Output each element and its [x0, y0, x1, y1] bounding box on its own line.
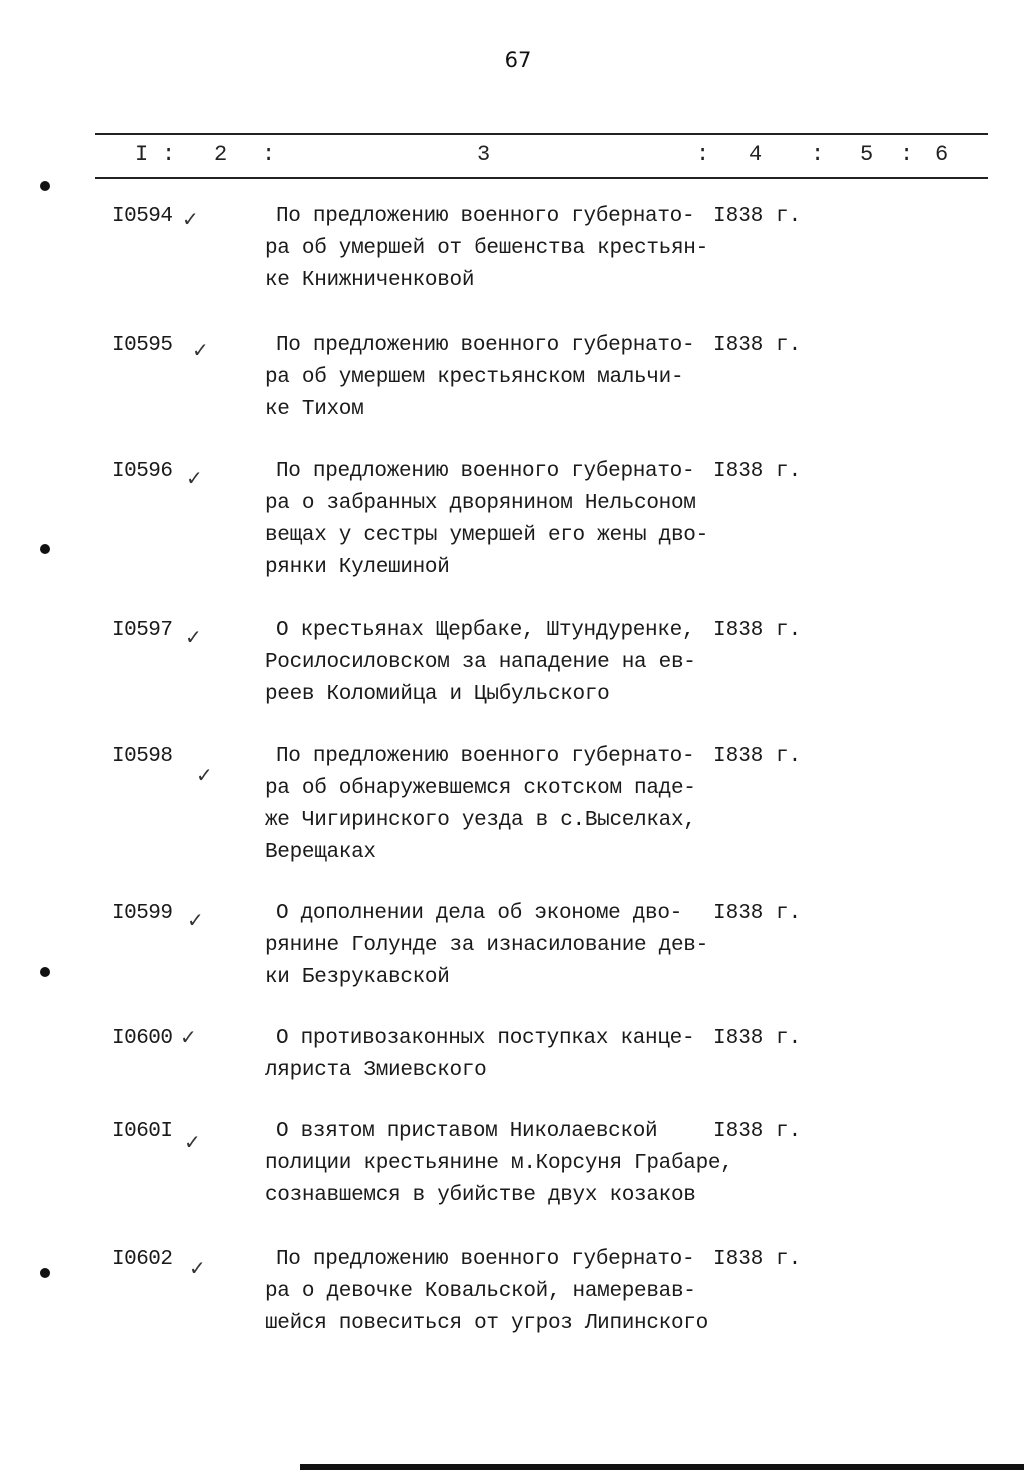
- entry-year: I838 г.: [713, 1120, 802, 1143]
- check-mark-icon: ✓: [192, 338, 209, 362]
- check-mark-icon: ✓: [189, 1256, 206, 1280]
- entry-year: I838 г.: [713, 1248, 802, 1271]
- binding-hole-mark: [40, 967, 50, 977]
- check-mark-icon: ✓: [182, 207, 199, 231]
- entry-number: I0596: [112, 460, 173, 483]
- entry-title-line: ке Книжниченковой: [265, 269, 475, 292]
- entry-title-line: По предложению военного губернато-: [276, 334, 695, 357]
- check-mark-icon: ✓: [187, 908, 204, 932]
- entry-title-line: По предложению военного губернато-: [276, 745, 695, 768]
- entry-title-line: ке Тихом: [265, 398, 364, 421]
- column-header-5: 5: [860, 142, 874, 167]
- footer-rule: [300, 1464, 1024, 1470]
- entry-title-line: О взятом приставом Николаевской: [276, 1120, 658, 1143]
- check-mark-icon: ✓: [185, 625, 202, 649]
- entry-year: I838 г.: [713, 902, 802, 925]
- entry-year: I838 г.: [713, 1027, 802, 1050]
- entry-title-line: По предложению военного губернато-: [276, 460, 695, 483]
- entry-number: I0598: [112, 745, 173, 768]
- entry-number: I0599: [112, 902, 173, 925]
- column-separator: :: [811, 142, 825, 167]
- entry-title-line: ляриста Змиевского: [265, 1059, 487, 1082]
- column-separator: :: [162, 142, 176, 167]
- entry-title-line: вещах у сестры умершей его жены дво-: [265, 524, 708, 547]
- entry-year: I838 г.: [713, 205, 802, 228]
- check-mark-icon: ✓: [186, 466, 203, 490]
- column-header-4: 4: [749, 142, 763, 167]
- header-rule-bottom: [95, 177, 988, 179]
- check-mark-icon: ✓: [184, 1130, 201, 1154]
- binding-hole-mark: [40, 181, 50, 191]
- entry-title-line: рянки Кулешиной: [265, 556, 450, 579]
- entry-title-line: Росилосиловском за нападение на ев-: [265, 651, 696, 674]
- entry-number: I0600: [112, 1027, 173, 1050]
- entry-year: I838 г.: [713, 460, 802, 483]
- entry-title-line: полиции крестьянине м.Корсуня Грабаре,: [265, 1152, 733, 1175]
- column-separator: :: [262, 142, 276, 167]
- binding-hole-mark: [40, 544, 50, 554]
- page-number: 67: [504, 48, 532, 72]
- entry-title-line: О противозаконных поступках канце-: [276, 1027, 695, 1050]
- entry-number: I0595: [112, 334, 173, 357]
- entry-title-line: Верещаках: [265, 841, 376, 864]
- entry-title-line: ра об умершей от бешенства крестьян-: [265, 237, 708, 260]
- entry-title-line: реев Коломийца и Цыбульского: [265, 683, 610, 706]
- entry-title-line: же Чигиринского уезда в с.Выселках,: [265, 809, 696, 832]
- entry-title-line: ра об обнаружевшемся скотском паде-: [265, 777, 696, 800]
- entry-year: I838 г.: [713, 745, 802, 768]
- entry-title-line: ки Безрукавской: [265, 966, 450, 989]
- check-mark-icon: ✓: [180, 1025, 197, 1049]
- entry-number: I0597: [112, 619, 173, 642]
- header-rule-top: [95, 133, 988, 135]
- entry-year: I838 г.: [713, 334, 802, 357]
- entry-title-line: сознавшемся в убийстве двух козаков: [265, 1184, 696, 1207]
- entry-title-line: По предложению военного губернато-: [276, 205, 695, 228]
- check-mark-icon: ✓: [196, 763, 213, 787]
- column-header-2: 2: [214, 142, 228, 167]
- column-header-6: 6: [935, 142, 949, 167]
- entry-title-line: ра о забранных дворянином Нельсоном: [265, 492, 696, 515]
- entry-title-line: рянине Голунде за изнасилование дев-: [265, 934, 708, 957]
- entry-title-line: О крестьянах Щербаке, Штундуренке,: [276, 619, 695, 642]
- entry-number: I0594: [112, 205, 173, 228]
- entry-title-line: По предложению военного губернато-: [276, 1248, 695, 1271]
- entry-number: I0602: [112, 1248, 173, 1271]
- entry-title-line: шейся повеситься от угроз Липинского: [265, 1312, 708, 1335]
- entry-year: I838 г.: [713, 619, 802, 642]
- entry-title-line: ра о девочке Ковальской, намеревав-: [265, 1280, 696, 1303]
- column-separator: :: [900, 142, 914, 167]
- column-separator: :: [696, 142, 710, 167]
- column-header-3: 3: [477, 142, 491, 167]
- entry-number: I060I: [112, 1120, 173, 1143]
- binding-hole-mark: [40, 1268, 50, 1278]
- entry-title-line: ра об умершем крестьянском мальчи-: [265, 366, 684, 389]
- entry-title-line: О дополнении дела об экономе дво-: [276, 902, 682, 925]
- column-header-1: I: [135, 142, 149, 167]
